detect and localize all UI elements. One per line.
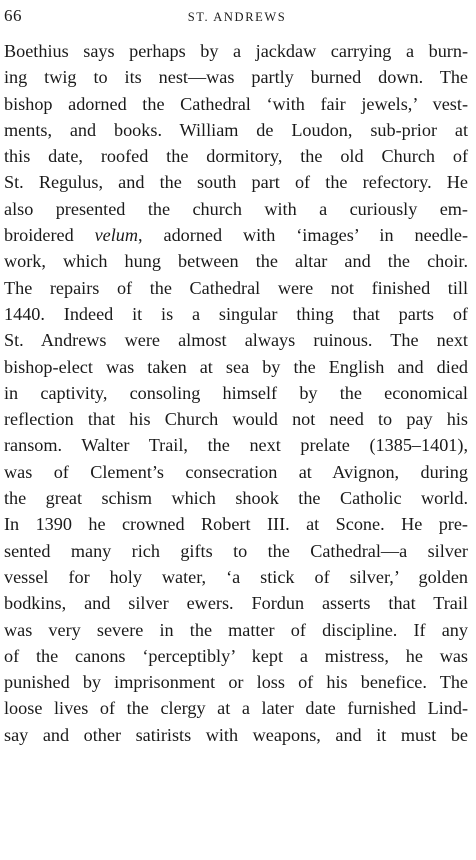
text-line: In 1390 he crowned Robert III. at Scone. He pre- (4, 514, 468, 535)
text-line: 1440. Indeed it is a singular thing that parts of (4, 303, 468, 324)
text-line: of the canons ‘perceptibly’ kept a mistress, he was (4, 645, 468, 666)
text-line: St. Andrews were almost always ruinous. The next (4, 330, 468, 351)
text-line: reflection that his Church would not need to pay his (4, 409, 468, 430)
text-line: punished by imprisonment or loss of his benefice. The (4, 672, 468, 693)
text-line: the great schism which shook the Catholic world. (4, 488, 468, 509)
text-line: The repairs of the Cathedral were not finished till (4, 277, 468, 298)
text-line: broidered velum, adorned with ‘images’ in needle- (4, 225, 469, 246)
text-line: also presented the church with a curiously em- (4, 198, 468, 219)
body-text (4, 38, 468, 748)
text-line: St. Regulus, and the south part of the refectory. He (4, 172, 468, 193)
text-line: vessel for holy water, ‘a stick of silver,’ golden (4, 566, 468, 587)
text-line: Boethius says perhaps by a jackdaw carrying a burn- (4, 41, 468, 61)
text-line: sented many rich gifts to the Cathedral—a silver (4, 540, 468, 561)
page-number: 66 (4, 6, 22, 25)
text-line: bodkins, and silver ewers. Fordun asserts that Trail (4, 593, 468, 614)
text-line: bishop-elect was taken at sea by the English and died (4, 356, 468, 377)
text-line: ing twig to its nest—was partly burned down. The (4, 67, 468, 88)
text-line: say and other satirists with weapons, and it must be (4, 724, 468, 745)
text-line: ransom. Walter Trail, the next prelate (1385–1401), (4, 435, 468, 456)
text-line: in captivity, consoling himself by the economical (4, 382, 468, 403)
text-line: was very severe in the matter of discipline. If any (4, 619, 468, 640)
text-line: was of Clement’s consecration at Avignon, during (4, 461, 468, 482)
running-head: ST. ANDREWS (187, 10, 287, 24)
italic-word: velum (94, 225, 139, 246)
text-line: bishop adorned the Cathedral ‘with fair jewels,’ vest- (4, 93, 468, 114)
text-line: this date, roofed the dormitory, the old Church of (4, 146, 468, 167)
text-line: ments, and books. William de Loudon, sub-prior at (4, 119, 468, 140)
page-header (4, 4, 470, 30)
text-line: work, which hung between the altar and the choir. (4, 251, 468, 272)
text-line: loose lives of the clergy at a later date furnished Lind- (4, 698, 468, 719)
